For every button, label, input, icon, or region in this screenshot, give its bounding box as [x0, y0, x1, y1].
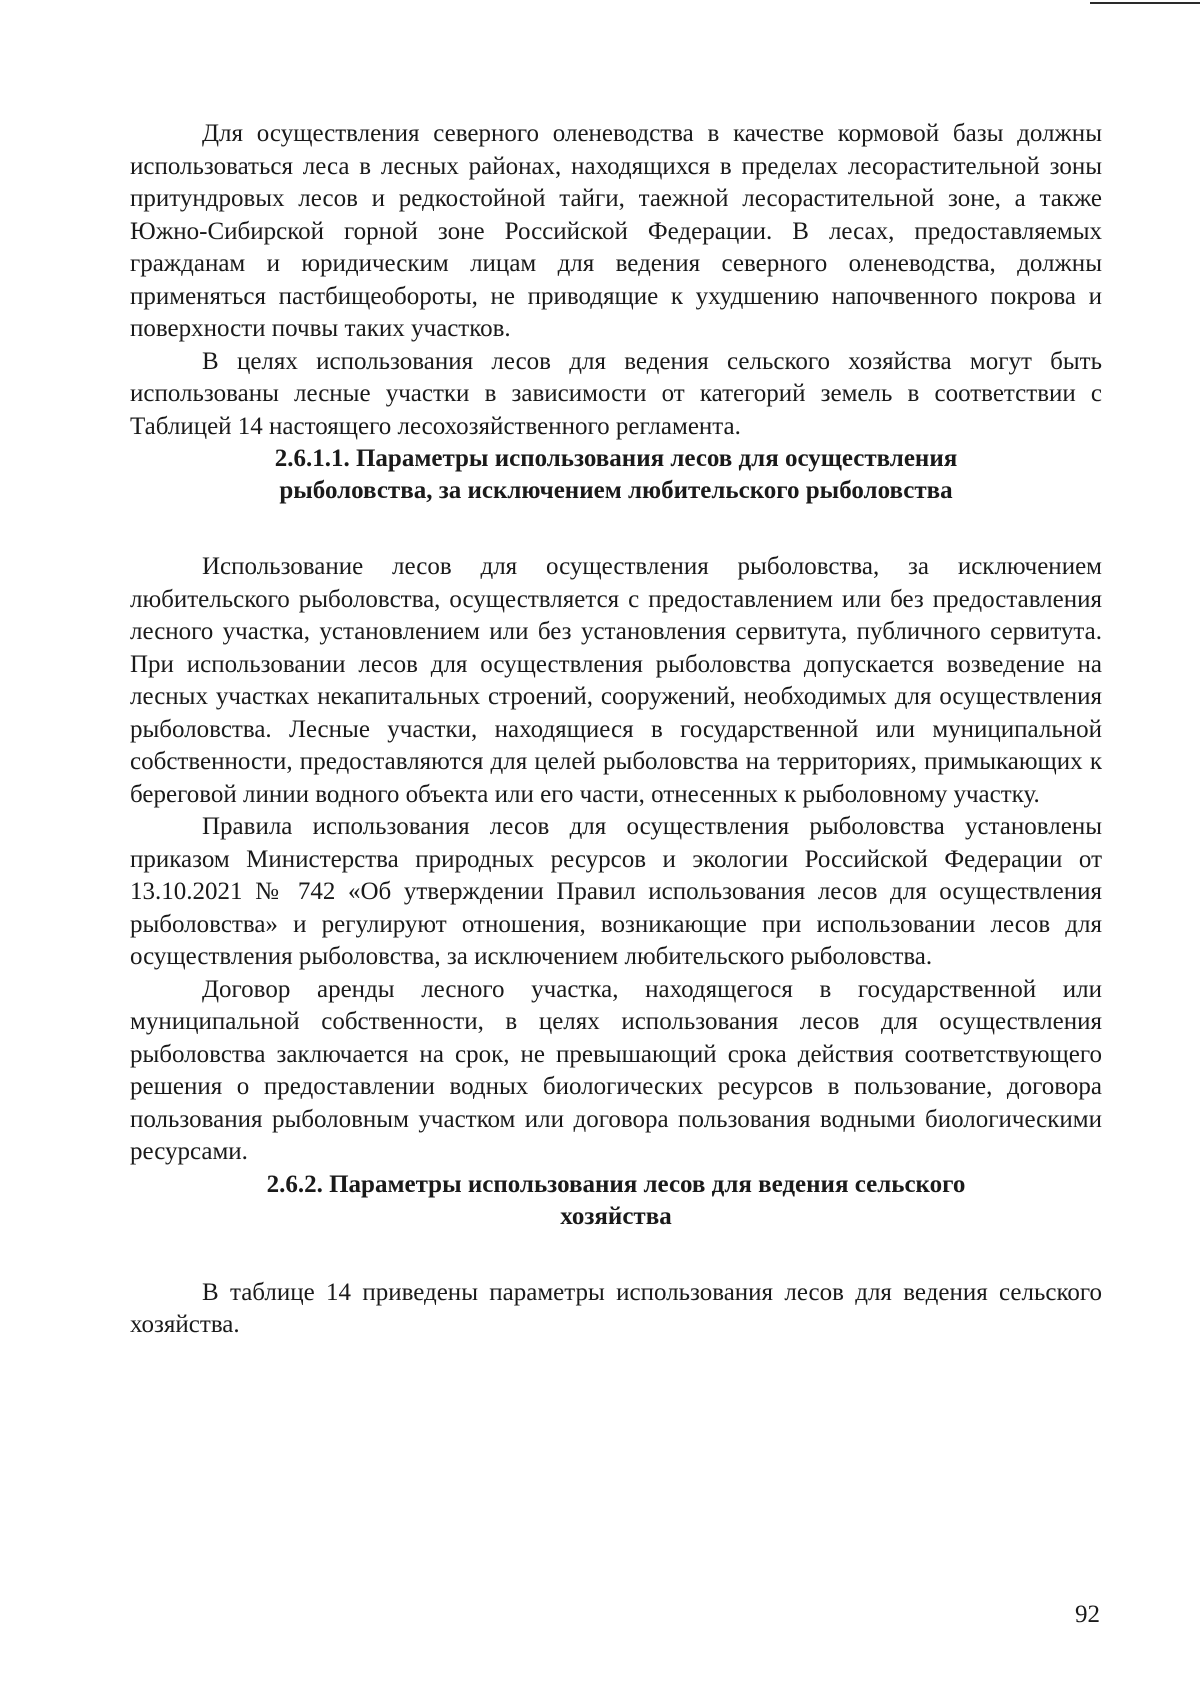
section-heading-line: хозяйства [560, 1202, 672, 1230]
page-content [130, 118, 1102, 1342]
section-body-2-6-2 [130, 1277, 1102, 1342]
page-number: 92 [1075, 1601, 1100, 1628]
scan-artifact-line [1090, 2, 1200, 4]
section-body-2-6-1-1 [130, 551, 1102, 1169]
section-heading-line: 2.6.1.1. Параметры использования лесов для осуществления [274, 445, 958, 472]
body-paragraph: Правила использования лесов для осуществления рыболовства установлены приказом Министерства природных ресурсов и экологии Российской Федерации от 13.10.2021 № 742 «Об утверждении Правил использования лесов для осуществления рыболовства» и регулируют отношения, возникающие при использовании лесов для осуществления рыболовства, за исключением любительского рыболовства. [130, 813, 1102, 970]
intro-paragraph-1: Для осуществления северного оленеводства в качестве кормовой базы должны использоваться леса в лесных районах, находящихся в пределах лесорастительной зоны притундровых лесов и редкостойной тайги, таежной лесорастительной зоне, а также Южно-Сибирской горной зоне Российской Федерации. В лесах, предоставляемых гражданам и юридическим лицам для ведения северного оленеводства, должны применяться пастбищеобороты, не приводящие к ухудшению напочвенного покрова и поверхности почвы таких участков. [130, 120, 1102, 342]
body-paragraph: В таблице 14 приведены параметры использования лесов для ведения сельского хозяйства. [130, 1278, 1102, 1338]
body-paragraph: Договор аренды лесного участка, находящегося в государственной или муниципальной собственности, в целях использования лесов для осуществления рыболовства заключается на срок, не превышающий срока действия соответствующего решения о предоставлении водных биологических ресурсов в пользование, договора пользования рыболовным участком или договора пользования водными биологическими ресурсами. [130, 975, 1102, 1165]
section-heading-line: 2.6.2. Параметры использования лесов для ведения сельского [266, 1170, 966, 1198]
section-heading-2-6-1-1 [130, 443, 1102, 507]
section-heading-line: рыболовства, за исключением любительского рыболовства [279, 477, 953, 504]
section-heading-2-6-2 [130, 1169, 1102, 1233]
intro-paragraph-2: В целях использования лесов для ведения сельского хозяйства могут быть использованы лесные участки в зависимости от категорий земель в соответствии с Таблицей 14 настоящего лесохозяйственного регламента. [130, 347, 1102, 440]
body-paragraph: Использование лесов для осуществления рыболовства, за исключением любительского рыболовства, осуществляется с предоставлением или без предоставления лесного участка, установлением или без установления сервитута, публичного сервитута. При использовании лесов для осуществления рыболовства допускается возведение на лесных участках некапитальных строений, сооружений, необходимых для осуществления рыболовства. Лесные участки, находящиеся в государственной или муниципальной собственности, предоставляются для целей рыболовства на территориях, примыкающих к береговой линии водного объекта или его части, отнесенных к рыболовному участку. [130, 553, 1102, 808]
